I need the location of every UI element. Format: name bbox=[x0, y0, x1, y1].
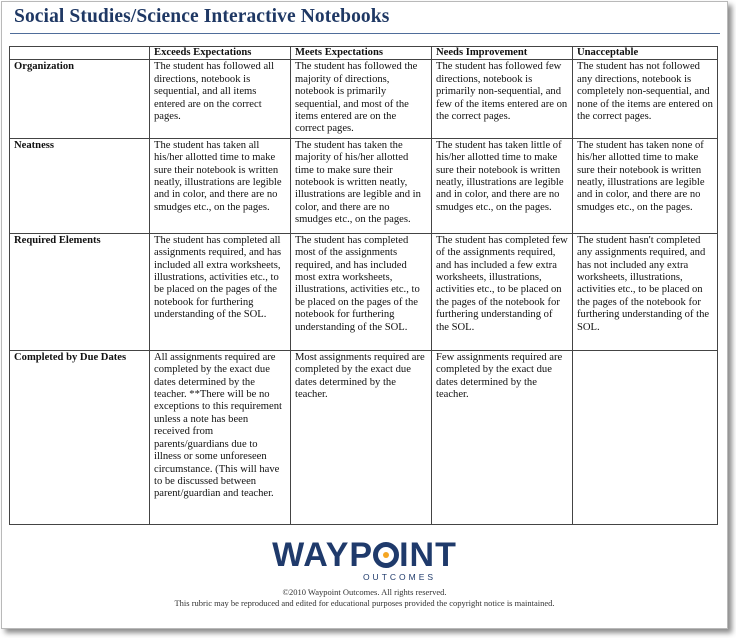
row-header-organization: Organization bbox=[10, 60, 150, 138]
table-cell: The student has followed the majority of directions, notebook is primarily sequential, and most of the items entered are on the correct pages. bbox=[291, 60, 432, 138]
table-cell: The student has taken the majority of his/her allotted time to make sure their notebook is written neatly, illustrations are legible and in color, and there are no smudges etc., on the pages. bbox=[291, 138, 432, 233]
compass-o-icon bbox=[373, 542, 399, 568]
table-row bbox=[10, 138, 718, 233]
table-cell: The student has taken none of his/her allotted time to make sure their notebook is written neatly, illustrations are legible and in color, and there are no smudges etc., on the pages. bbox=[573, 138, 718, 233]
table-cell: The student has followed all directions, notebook is sequential, and all items entered are on the correct pages. bbox=[150, 60, 291, 138]
row-header-neatness: Neatness bbox=[10, 138, 150, 233]
table-cell: The student has completed few of the assignments required, and has included a few extra worksheets, illustrations, activities etc., to be placed on the pages of the notebook for furthering understanding of the SOL. bbox=[432, 233, 573, 350]
table-cell: Few assignments required are completed by the exact due dates determined by the teacher. bbox=[432, 350, 573, 524]
row-header-required-elements: Required Elements bbox=[10, 233, 150, 350]
column-header-criterion bbox=[10, 47, 150, 60]
copyright-text: ©2010 Waypoint Outcomes. All rights reserved. bbox=[282, 587, 447, 597]
logo-text-start: WAYP bbox=[272, 536, 374, 574]
column-header-exceeds: Exceeds Expectations bbox=[150, 47, 291, 60]
table-cell: Most assignments required are completed by the exact due dates determined by the teacher. bbox=[291, 350, 432, 524]
table-cell: The student has followed few directions, notebook is primarily non-sequential, and few of the items entered are on the correct pages. bbox=[432, 60, 573, 138]
table-row bbox=[10, 350, 718, 524]
table-cell: The student has taken all his/her allotted time to make sure their notebook is written neatly, illustrations are legible and in color, and there are no smudges etc., on the pages. bbox=[150, 138, 291, 233]
table-cell: All assignments required are completed by the exact due dates determined by the teacher. **There will be no exceptions to this requirement unless a note has been received from parents/guardians due to illness or some unforeseen circumstance. (This will have to be discussed between parent/guardian and teacher. bbox=[150, 350, 291, 524]
rubric-page bbox=[1, 1, 728, 629]
table-cell bbox=[573, 350, 718, 524]
copyright-notice: This rubric may be reproduced and edited for educational purposes provided the copyright notice is maintained. bbox=[174, 597, 555, 608]
waypoint-logo bbox=[272, 538, 457, 572]
logo-text-end: INT bbox=[399, 536, 457, 574]
page-title: Social Studies/Science Interactive Notebooks bbox=[14, 6, 390, 27]
row-header-completed-by-due-dates: Completed by Due Dates bbox=[10, 350, 150, 524]
table-cell: The student has completed most of the assignments required, and has included most extra worksheets, illustrations, activities etc., to be placed on the pages of the notebook for furthering understanding of the SOL. bbox=[291, 233, 432, 350]
table-cell: The student has not followed any directions, notebook is completely non-sequential, and none of the items are entered on the correct pages. bbox=[573, 60, 718, 138]
title-divider bbox=[10, 33, 720, 34]
column-header-meets: Meets Expectations bbox=[291, 47, 432, 60]
header-row bbox=[10, 47, 718, 60]
table-row bbox=[10, 233, 718, 350]
table-cell: The student has taken little of his/her allotted time to make sure their notebook is written neatly, illustrations are legible and in color, and there are no smudges etc., on the pages. bbox=[432, 138, 573, 233]
page-footer bbox=[2, 538, 727, 608]
logo-subtitle: OUTCOMES bbox=[362, 572, 437, 582]
column-header-needs-improvement: Needs Improvement bbox=[432, 47, 573, 60]
table-cell: The student hasn't completed any assignments required, and has not included any extra worksheets, illustrations, activities etc., to be placed on the pages of the notebook for furthering understanding of the SOL. bbox=[573, 233, 718, 350]
rubric-table bbox=[9, 46, 718, 525]
table-cell: The student has completed all assignments required, and has included all extra worksheets, illustrations, activities etc., to be placed on the pages of the notebook for furthering understanding of the SOL. bbox=[150, 233, 291, 350]
column-header-unacceptable: Unacceptable bbox=[573, 47, 718, 60]
table-row bbox=[10, 60, 718, 138]
